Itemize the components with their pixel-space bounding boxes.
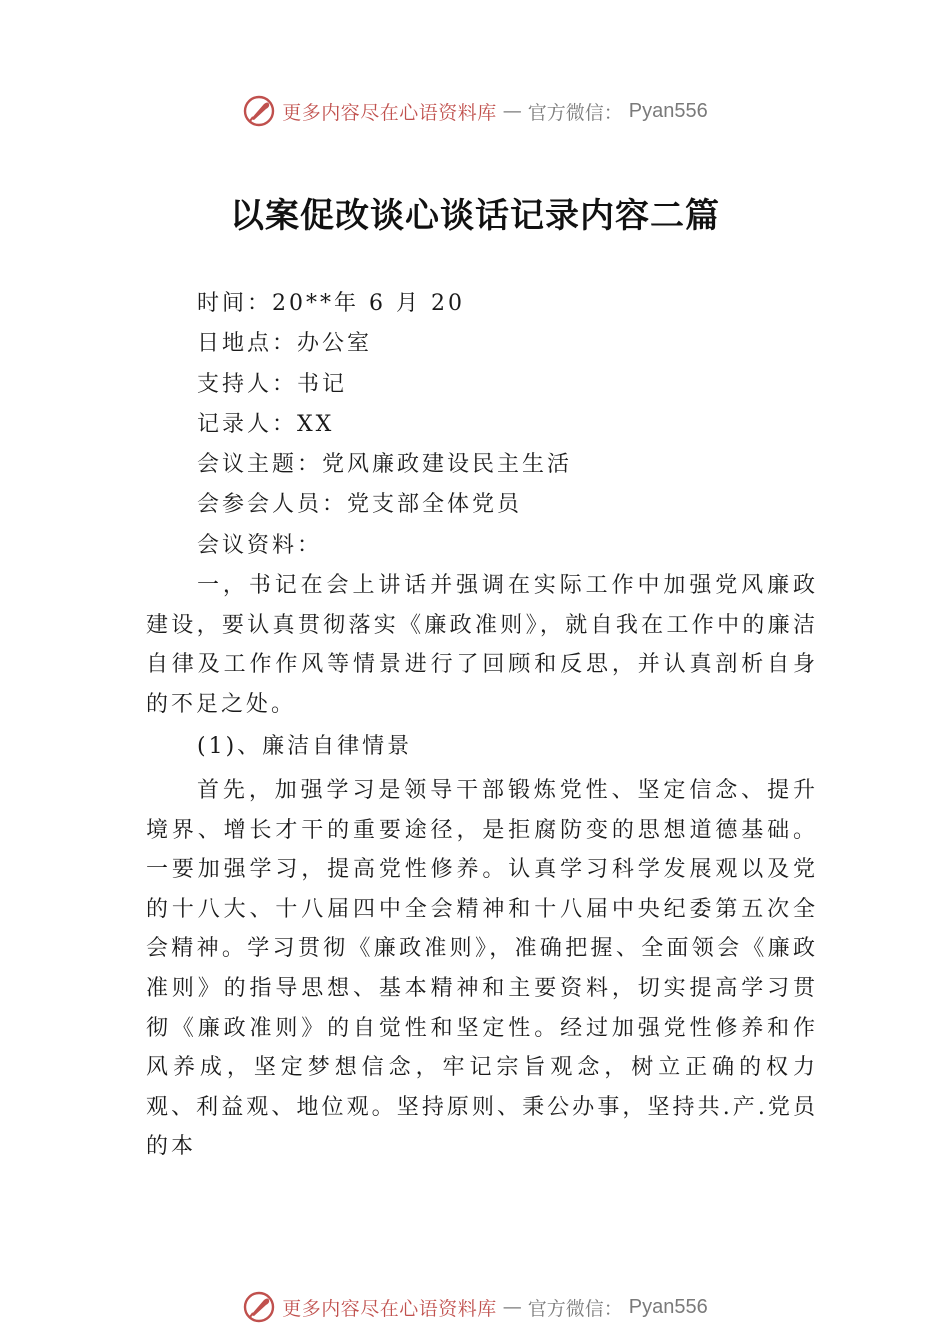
meta-location: 日地点：办公室 — [197, 331, 373, 357]
watermark-contact-label: 官方微信： — [527, 101, 623, 124]
watermark-separator: — — [502, 1296, 522, 1318]
quill-pen-seal-icon — [242, 1290, 276, 1324]
meta-host: 支持人：书记 — [197, 371, 348, 397]
body-paragraph-2: 首先，加强学习是领导干部锻炼党性、坚定信念、提升境界、增长才干的重要途径，是拒腐防变的思想道德基础。 一要加强学习，提高党性修养。认真学习科学发展观以及党的十八大、十八届四中全会精神和十八届中央纪委第五次全会精神。学习贯彻《廉政准则》，准确把握、全面领会《廉政准则》的指导思想、基本精神和主要资料，切实提高学习贯彻《廉政准则》的自觉性和坚定性。经过加强党性修养和作风养成，坚定梦想信念，牢记宗旨观念，树立正确的权力观、利益观、地位观。坚持原则、秉公办事，坚持共.产.党员的本 — [146, 778, 818, 1160]
watermark-brand-text: 更多内容尽在心语资料库 — [282, 101, 497, 124]
watermark-contact-id: Pyan556 — [628, 1295, 708, 1318]
meta-time: 时间：20**年 6 月 20 — [197, 291, 465, 316]
document-title: 以案促改谈心谈话记录内容二篇 — [230, 196, 720, 236]
watermark-brand-text: 更多内容尽在心语资料库 — [282, 1297, 497, 1320]
watermark-separator: — — [502, 100, 522, 122]
quill-pen-seal-icon — [242, 94, 276, 128]
watermark-footer — [0, 1290, 950, 1324]
meta-attendees: 会参会人员：党支部全体党员 — [197, 492, 523, 518]
meta-materials-label: 会议资料： — [197, 532, 323, 558]
meta-recorder: 记录人：XX — [197, 411, 335, 437]
body-paragraph-1: 一，书记在会上讲话并强调在实际工作中加强党风廉政建设，要认真贯彻落实《廉政准则》，就自我在工作中的廉洁自律及工作作风等情景进行了回顾和反思，并认真剖析自身的不足之处。 — [146, 573, 818, 717]
meeting-meta-list — [197, 288, 572, 570]
meta-topic: 会议主题：党风廉政建设民主生活 — [197, 452, 573, 478]
watermark-header — [0, 94, 950, 128]
watermark-contact-id: Pyan556 — [628, 99, 708, 122]
section-heading-integrity: (1)、廉洁自律情景 — [197, 734, 413, 759]
watermark-contact-label: 官方微信： — [527, 1297, 623, 1320]
